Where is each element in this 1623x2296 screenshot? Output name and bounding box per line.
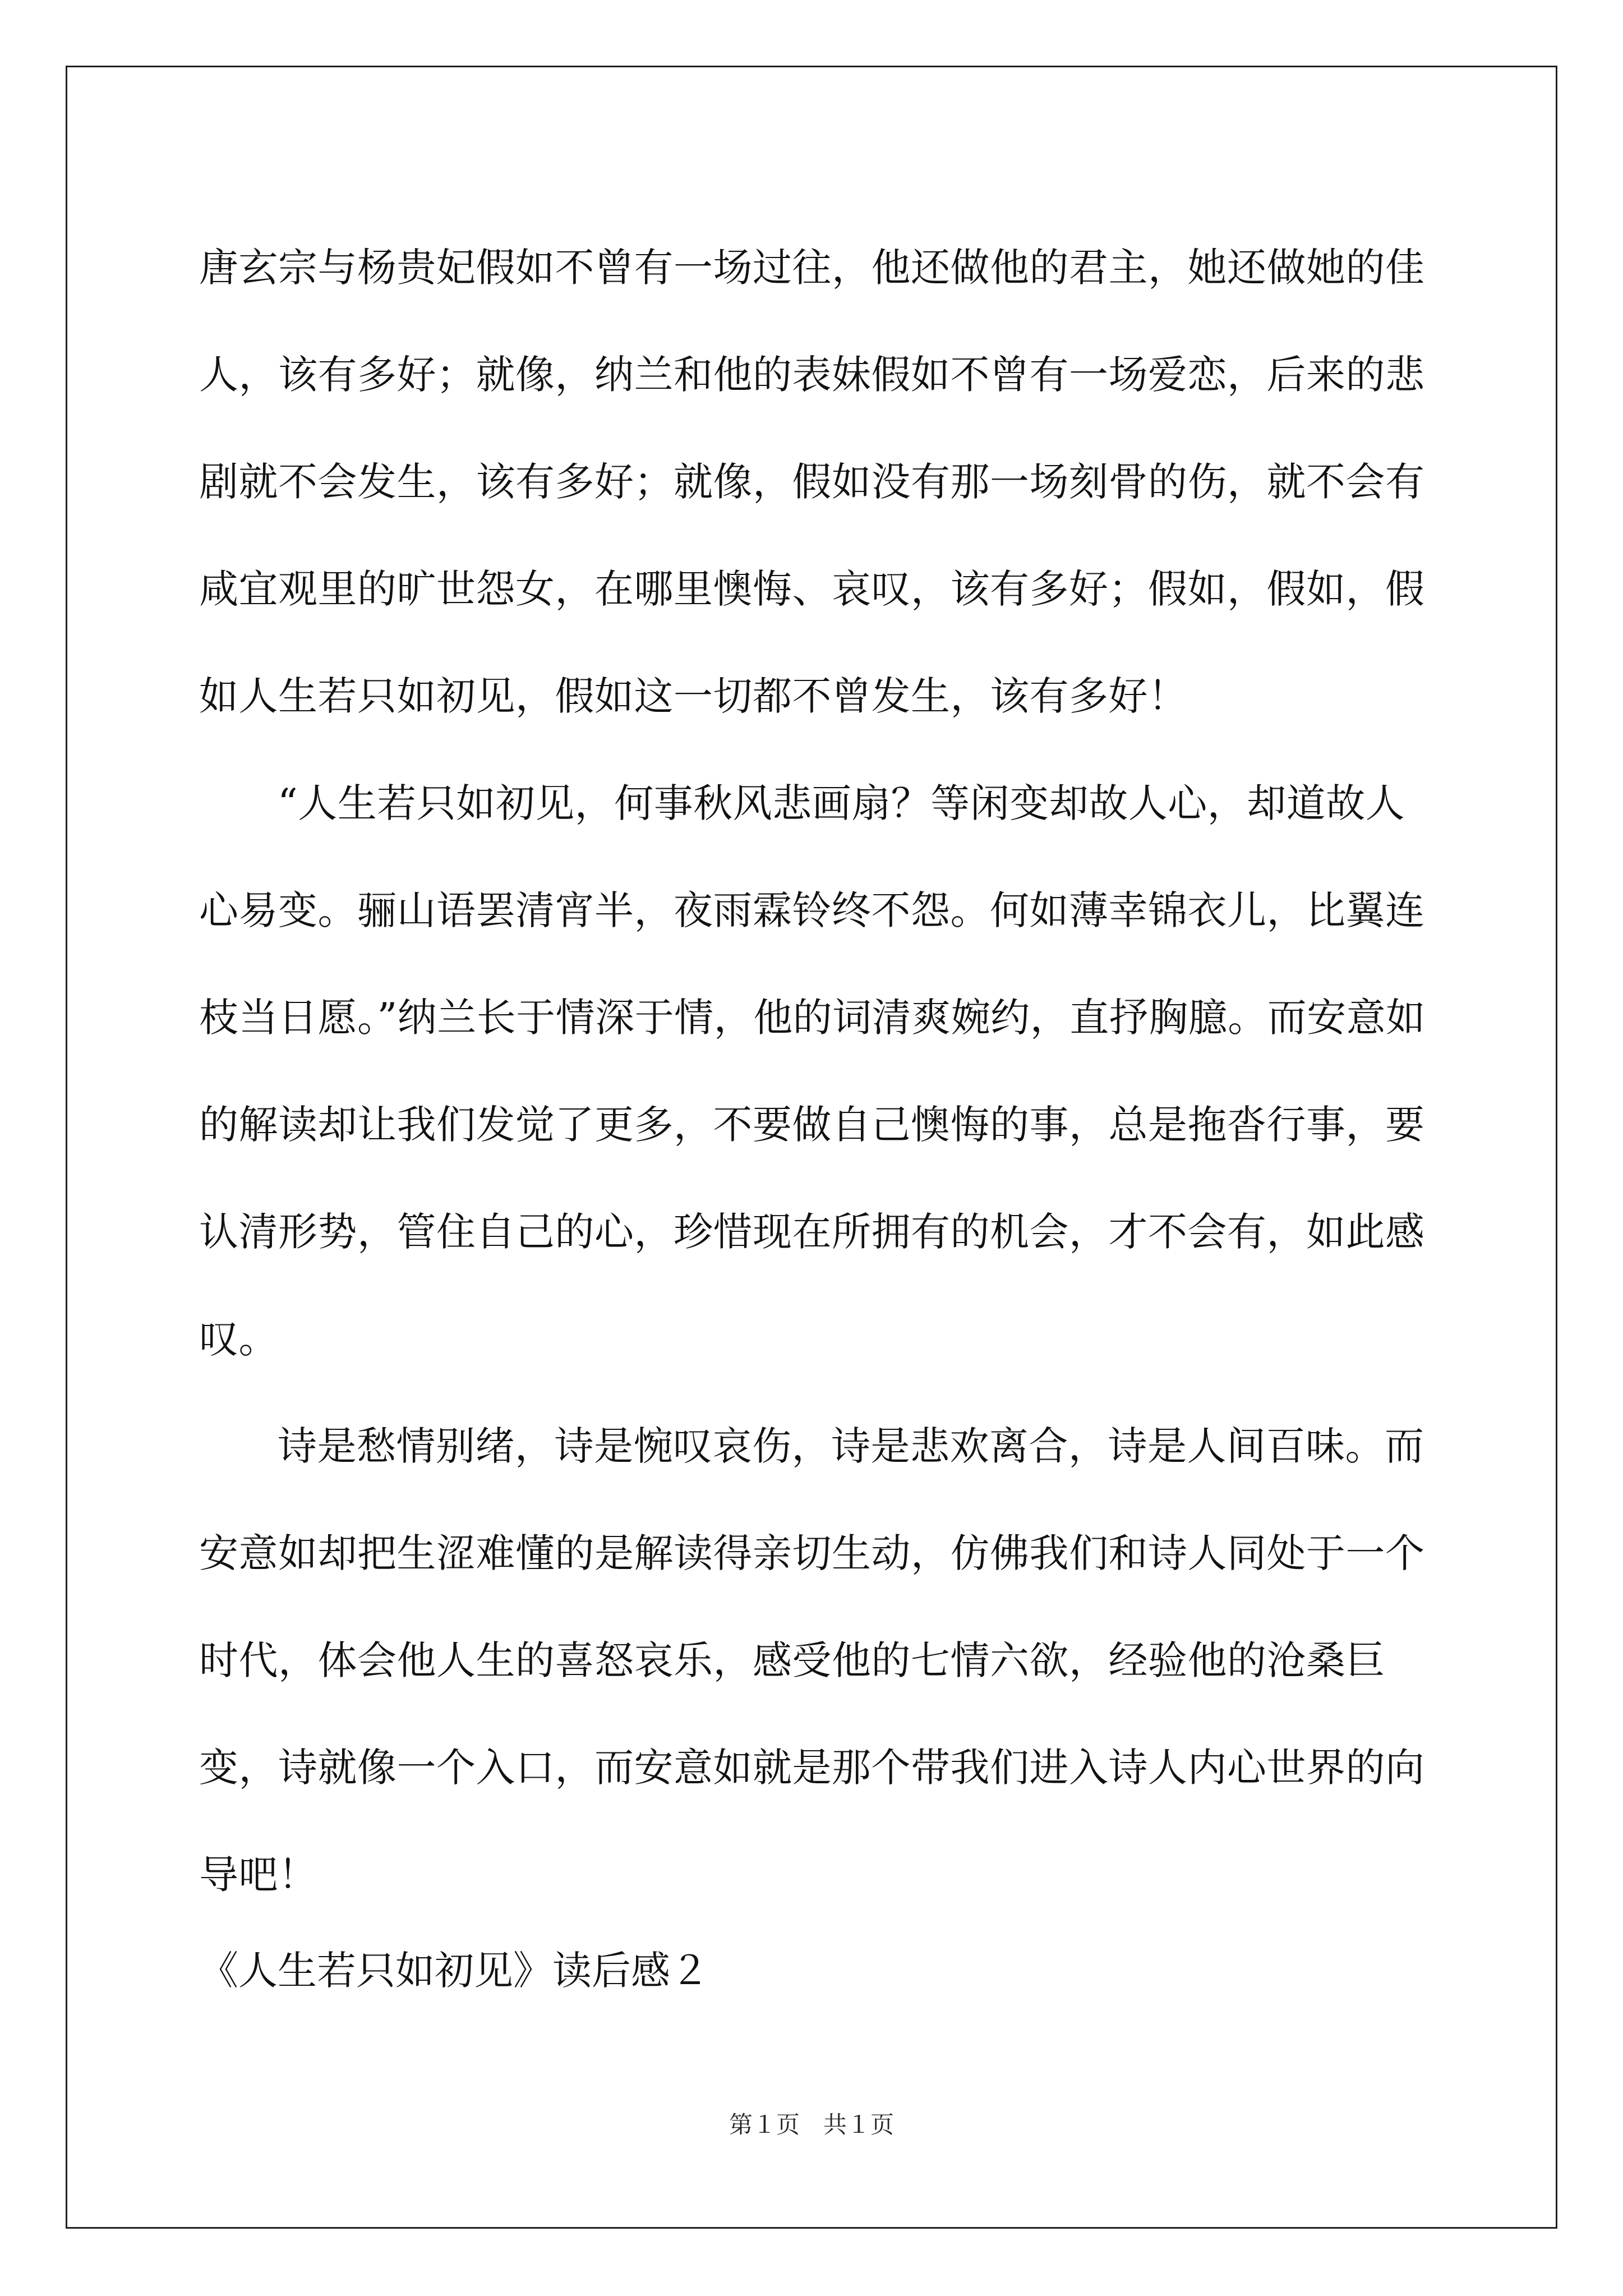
paragraph-2: “人生若只如初见，何事秋风悲画扇？等闲变却故人心，却道故人心易变。骊山语罢清宵半，夜雨霖铃终不怨。何如薄幸锦衣儿，比翼连枝当日愿。”纳兰长于情深于情，他的词清爽婉约，直抒胸臆。而安意如的解读却让我们发觉了更多，不要做自己懊悔的事，总是拖沓行事，要认清形势，管住自己的心，珍惜现在所拥有的机会，才不会有，如此感叹。 [199, 780, 1426, 1362]
paragraph-3: 诗是愁情别绪，诗是惋叹哀伤，诗是悲欢离合，诗是人间百味。而安意如却把生涩难懂的是解读得亲切生动，仿佛我们和诗人同处于一个时代，体会他人生的喜怒哀乐，感受他的七情六欲，经验他的沧桑巨变，诗就像一个入口，而安意如就是那个带我们进入诗人内心世界的向导吧！ [199, 1423, 1425, 1898]
document-body [199, 214, 1433, 1929]
section-heading: 《人生若只如初见》读后感２ [199, 1948, 709, 1994]
page-footer: 第１页 共１页 [728, 2111, 894, 2138]
paragraph-1: 唐玄宗与杨贵妃假如不曾有一场过往，他还做他的君主，她还做她的佳人，该有多好；就像，纳兰和他的表妹假如不曾有一场爱恋，后来的悲剧就不会发生，该有多好；就像，假如没有那一场刻骨的伤，就不会有咸宜观里的旷世怨女，在哪里懊悔、哀叹，该有多好；假如，假如，假如人生若只如初见，假如这一切都不曾发生，该有多好！ [199, 245, 1425, 719]
